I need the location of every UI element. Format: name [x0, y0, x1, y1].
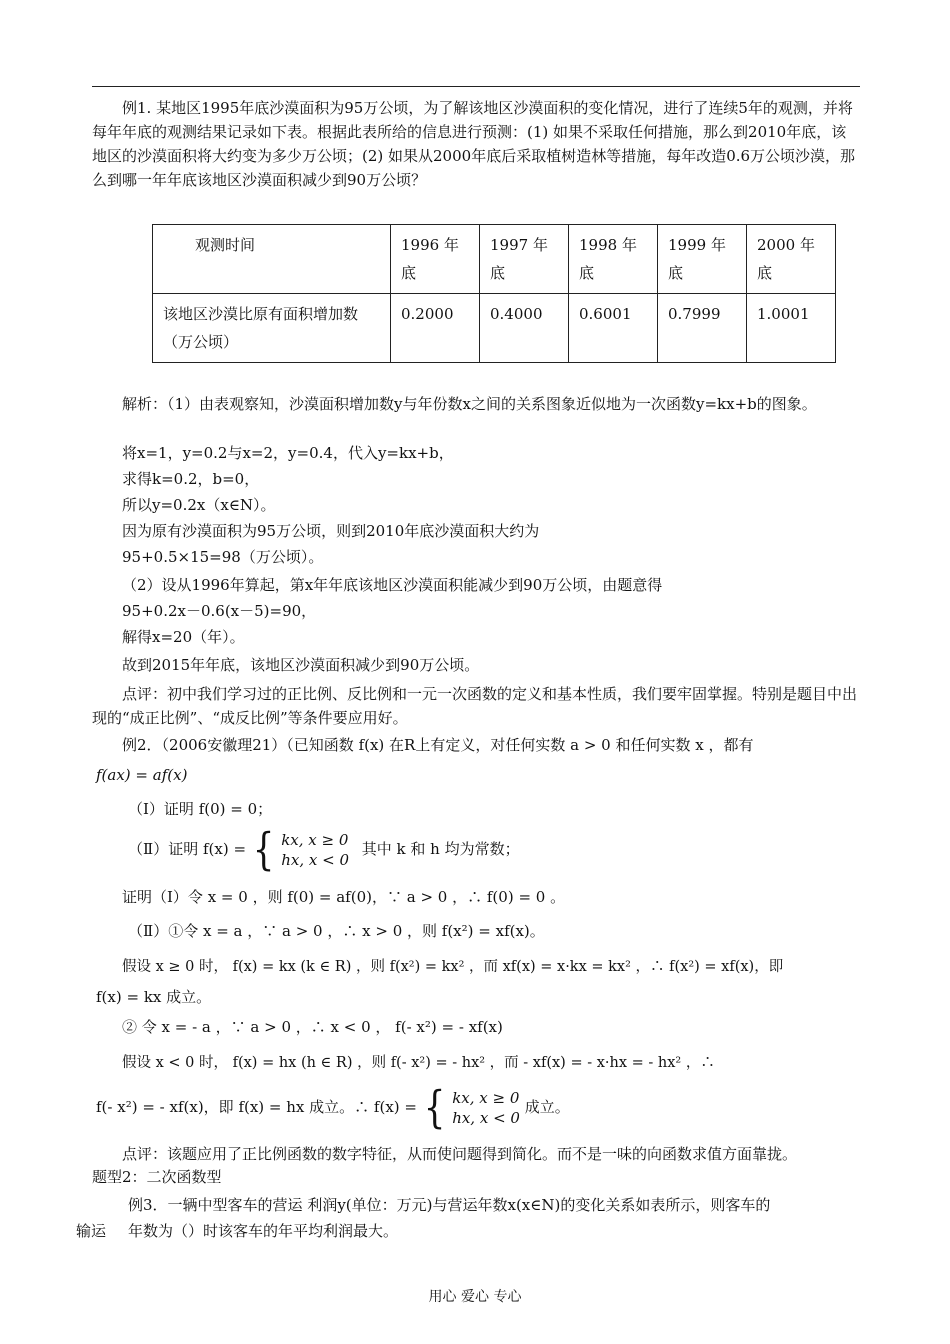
solution1-line: 所以y=0.2x（x∈N）。: [122, 496, 276, 514]
table-year-1996: 1996 年底: [391, 225, 480, 294]
example1-text: 例1. 某地区1995年底沙漠面积为95万公顷，为了解该地区沙漠面积的变化情况，进行了连续5年的观测，并将每年年底的观测结果记录如下表。根据此表所给的信息进行预测：(1) 如果不采取任何措施，那么到2010年底，该地区的沙漠面积将大约变为多少万公顷；(2) 如果从2000年底后采取植树造林等措施，每年改造0.6万公顷沙漠，那么到哪一年年底该地区沙漠面积减少到90万公顷？: [92, 99, 856, 189]
example2-line: ② 令 x = - a ，∵ a > 0 ，∴ x < 0 ， f(- x²) = - xf(x): [122, 1018, 503, 1036]
table-year-1999: 1999 年底: [658, 225, 747, 294]
example3-side-label: 输运: [76, 1222, 107, 1240]
solution1-line: （2）设从1996年算起，第x年年底该地区沙漠面积能减少到90万公顷，由题意得: [122, 576, 663, 594]
example2-line: 证明（Ⅰ）令 x = 0 ，则 f(0) = af(0)，∵ a > 0 ，∴ f(0) = 0 。: [122, 888, 566, 906]
example2-line: 假设 x < 0 时， f(x) = hx (h ∈ R) ，则 f(- x²) = - hx² ，而 - xf(x) = - x·hx = - hx² ，∴: [122, 1055, 715, 1071]
example2-conclusion-prefix: f(- x²) = - xf(x)，即 f(x) = hx 成立。∴ f(x) =: [96, 1098, 417, 1116]
table-row: [153, 294, 836, 363]
example2-piecewise-prefix: （Ⅱ）证明 f(x) =: [128, 840, 247, 858]
solution1-line: 95+0.2x－0.6(x－5)=90，: [122, 602, 317, 620]
piecewise-case: hx, x < 0: [281, 851, 349, 869]
solution1-intro: 解析：（1）由表观察知，沙漠面积增加数y与年份数x之间的关系图象近似地为一次函数y=kx+b的图象。: [122, 395, 817, 413]
example2-comment: 点评：该题应用了正比例函数的数字特征，从而使问题得到简化。而不是一味的向函数求值方面靠拢。: [122, 1145, 798, 1163]
table-value-2000: 1.0001: [747, 294, 836, 363]
piecewise-cases: [281, 830, 349, 870]
piecewise-case: hx, x < 0: [452, 1109, 520, 1127]
piecewise-cases: [452, 1088, 520, 1128]
solution1-comment: 点评：初中我们学习过的正比例、反比例和一元一次函数的定义和基本性质，我们要牢固掌握。特别是题目中出现的“成正比例”、“成反比例”等条件要应用好。: [92, 685, 858, 727]
left-brace-icon: {: [252, 824, 275, 876]
solution1-line: 将x=1，y=0.2与x=2，y=0.4，代入y=kx+b，: [122, 444, 454, 462]
example2-piecewise-suffix: 其中 k 和 h 均为常数；: [361, 840, 520, 858]
example2-formula: f(ax) = af(x): [96, 766, 188, 784]
table-row: [153, 225, 836, 294]
example2-conclusion-suffix: 成立。: [524, 1098, 570, 1116]
example2-line: 假设 x ≥ 0 时， f(x) = kx (k ∈ R) ，则 f(x²) = kx² ，而 xf(x) = x·kx = kx² ，∴ f(x²) = xf(x)，即: [122, 959, 784, 975]
section-title: 题型2：二次函数型: [92, 1168, 222, 1186]
example2-conclusion: [96, 1082, 570, 1134]
example3-line: 年数为（）时该客车的年平均利润最大。: [128, 1222, 399, 1240]
table-year-1998: 1998 年底: [569, 225, 658, 294]
solution1-line: 故到2015年年底，该地区沙漠面积减少到90万公顷。: [122, 656, 480, 674]
table-year-1997: 1997 年底: [480, 225, 569, 294]
page-footer: 用心 爱心 专心: [428, 1289, 522, 1305]
left-brace-icon: {: [423, 1082, 446, 1134]
table-row-label: 该地区沙漠比原有面积增加数（万公顷）: [153, 294, 391, 363]
example2-line: 例2．（2006安徽理21）（已知函数 f(x) 在R上有定义，对任何实数 a > 0 和任何实数 x ，都有: [122, 736, 754, 754]
example2-line: （Ⅰ）证明 f(0) = 0；: [128, 800, 273, 818]
piecewise-case: kx, x ≥ 0: [452, 1089, 520, 1107]
example2-line: f(x) = kx 成立。: [96, 988, 212, 1006]
table-header-label: 观测时间: [153, 225, 391, 294]
table-year-2000: 2000 年底: [747, 225, 836, 294]
solution1-line: 95+0.5×15=98（万公顷）。: [122, 548, 324, 566]
table-value-1997: 0.4000: [480, 294, 569, 363]
example2-line: （Ⅱ）①令 x = a ，∵ a > 0 ，∴ x > 0 ，则 f(x²) = xf(x)。: [128, 922, 545, 940]
table-value-1999: 0.7999: [658, 294, 747, 363]
observation-table: [152, 224, 836, 363]
piecewise-case: kx, x ≥ 0: [281, 831, 349, 849]
example2-piecewise: [128, 824, 520, 876]
table-value-1998: 0.6001: [569, 294, 658, 363]
example3-line: 例3．一辆中型客车的营运 利润y(单位：万元)与营运年数x(x∈N)的变化关系如表所示，则客车的: [128, 1196, 771, 1214]
header-rule: [92, 86, 860, 87]
solution1-line: 因为原有沙漠面积为95万公顷，则到2010年底沙漠面积大约为: [122, 522, 540, 540]
solution1-line: 解得x=20（年）。: [122, 628, 245, 646]
solution1-line: 求得k=0.2，b=0，: [122, 470, 260, 488]
table-value-1996: 0.2000: [391, 294, 480, 363]
